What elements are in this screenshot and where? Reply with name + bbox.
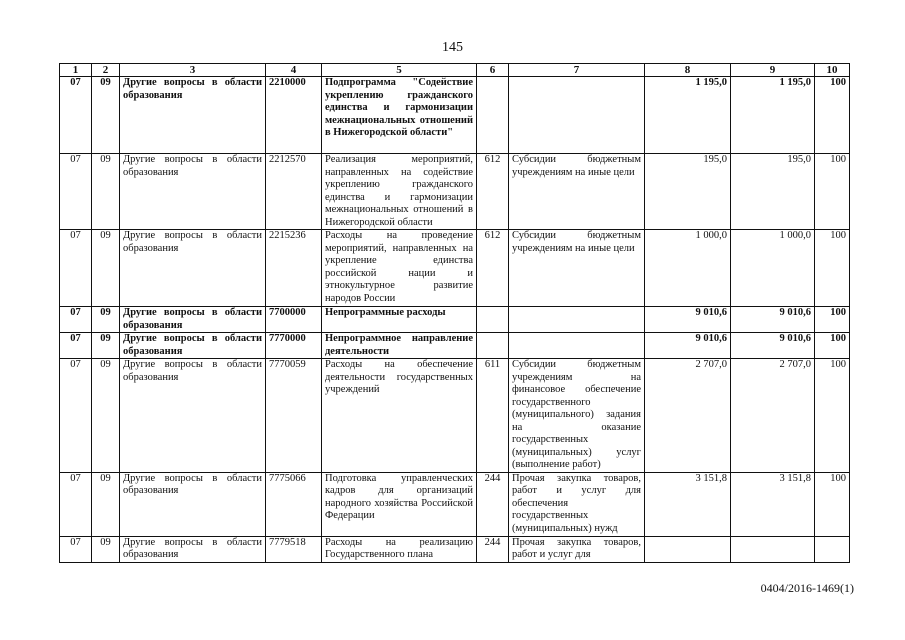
cell-section-name: Другие вопросы в области образования	[120, 154, 266, 230]
header-col-8: 8	[645, 64, 731, 77]
cell-percent: 100	[815, 333, 850, 359]
cell-target-name: Реализация мероприятий, направленных на содействие укреплению гражданского единства и гармонизации межнациональных отношений в Нижегородской области	[322, 154, 477, 230]
cell-target-name: Подготовка управленческих кадров для организаций народного хозяйства Российской Федерации	[322, 472, 477, 536]
cell-section-name: Другие вопросы в области образования	[120, 77, 266, 154]
cell-subsection: 09	[92, 230, 120, 307]
cell-planned-amount: 2 707,0	[645, 359, 731, 473]
header-col-9: 9	[731, 64, 815, 77]
document-code: 0404/2016-1469(1)	[760, 581, 854, 595]
cell-expense-name: Субсидии бюджетным учреждениям на иные цели	[509, 154, 645, 230]
cell-percent: 100	[815, 359, 850, 473]
cell-expense-code	[477, 77, 509, 154]
cell-section: 07	[60, 359, 92, 473]
cell-target-code: 7700000	[266, 307, 322, 333]
cell-expense-name: Субсидии бюджетным учреждениям на финансовое обеспечение государственного (муниципального) задания на оказание государственных (муниципальных) услуг (выполнение работ)	[509, 359, 645, 473]
table-row	[60, 307, 850, 333]
table-row	[60, 536, 850, 562]
cell-expense-name: Прочая закупка товаров, работ и услуг для обеспечения государственных (муниципальных) нужд	[509, 472, 645, 536]
cell-actual-amount: 9 010,6	[731, 333, 815, 359]
cell-section: 07	[60, 77, 92, 154]
cell-target-name: Расходы на проведение мероприятий, направленных на укрепление единства российской нации и этнокультурное развитие народов России	[322, 230, 477, 307]
cell-planned-amount	[645, 536, 731, 562]
cell-subsection: 09	[92, 77, 120, 154]
cell-section-name: Другие вопросы в области образования	[120, 536, 266, 562]
cell-section: 07	[60, 307, 92, 333]
cell-subsection: 09	[92, 359, 120, 473]
cell-percent: 100	[815, 154, 850, 230]
cell-expense-name: Субсидии бюджетным учреждениям на иные цели	[509, 230, 645, 307]
cell-target-name: Расходы на обеспечение деятельности государственных учреждений	[322, 359, 477, 473]
cell-actual-amount: 9 010,6	[731, 307, 815, 333]
cell-percent: 100	[815, 77, 850, 154]
cell-planned-amount: 9 010,6	[645, 307, 731, 333]
header-col-5: 5	[322, 64, 477, 77]
cell-expense-code: 611	[477, 359, 509, 473]
header-col-4: 4	[266, 64, 322, 77]
table-row	[60, 333, 850, 359]
cell-actual-amount: 2 707,0	[731, 359, 815, 473]
cell-expense-code	[477, 307, 509, 333]
cell-planned-amount: 1 000,0	[645, 230, 731, 307]
cell-target-code: 7775066	[266, 472, 322, 536]
header-col-7: 7	[509, 64, 645, 77]
cell-expense-code: 244	[477, 536, 509, 562]
cell-expense-code: 612	[477, 230, 509, 307]
table-row	[60, 154, 850, 230]
cell-target-code: 7770000	[266, 333, 322, 359]
cell-target-code: 7770059	[266, 359, 322, 473]
cell-percent: 100	[815, 230, 850, 307]
header-col-3: 3	[120, 64, 266, 77]
header-col-10: 10	[815, 64, 850, 77]
cell-section-name: Другие вопросы в области образования	[120, 472, 266, 536]
table-row	[60, 359, 850, 473]
cell-expense-code: 612	[477, 154, 509, 230]
cell-target-code: 2210000	[266, 77, 322, 154]
cell-expense-code	[477, 333, 509, 359]
cell-target-name: Расходы на реализацию Государственного плана	[322, 536, 477, 562]
cell-section-name: Другие вопросы в области образования	[120, 333, 266, 359]
page-number: 145	[442, 40, 463, 55]
cell-target-code: 7779518	[266, 536, 322, 562]
cell-expense-name	[509, 307, 645, 333]
cell-percent: 100	[815, 307, 850, 333]
cell-subsection: 09	[92, 307, 120, 333]
table-row	[60, 472, 850, 536]
header-col-6: 6	[477, 64, 509, 77]
table-row	[60, 77, 850, 154]
cell-actual-amount: 1 195,0	[731, 77, 815, 154]
cell-section: 07	[60, 333, 92, 359]
cell-planned-amount: 1 195,0	[645, 77, 731, 154]
cell-planned-amount: 3 151,8	[645, 472, 731, 536]
cell-subsection: 09	[92, 154, 120, 230]
cell-expense-name: Прочая закупка товаров, работ и услуг для	[509, 536, 645, 562]
cell-target-name: Непрограммное направление деятельности	[322, 333, 477, 359]
cell-target-name: Непрограммные расходы	[322, 307, 477, 333]
table-row	[60, 230, 850, 307]
cell-section: 07	[60, 536, 92, 562]
cell-subsection: 09	[92, 333, 120, 359]
cell-expense-code: 244	[477, 472, 509, 536]
header-row	[60, 64, 850, 77]
cell-expense-name	[509, 77, 645, 154]
cell-target-code: 2215236	[266, 230, 322, 307]
cell-percent	[815, 536, 850, 562]
cell-planned-amount: 9 010,6	[645, 333, 731, 359]
cell-planned-amount: 195,0	[645, 154, 731, 230]
cell-percent: 100	[815, 472, 850, 536]
cell-section: 07	[60, 154, 92, 230]
cell-actual-amount: 195,0	[731, 154, 815, 230]
budget-table	[59, 63, 850, 563]
header-col-1: 1	[60, 64, 92, 77]
cell-section-name: Другие вопросы в области образования	[120, 230, 266, 307]
cell-section-name: Другие вопросы в области образования	[120, 307, 266, 333]
cell-target-code: 2212570	[266, 154, 322, 230]
cell-subsection: 09	[92, 536, 120, 562]
cell-actual-amount: 1 000,0	[731, 230, 815, 307]
cell-section: 07	[60, 230, 92, 307]
cell-target-name: Подпрограмма "Содействие укреплению гражданского единства и гармонизации межнациональных отношений в Нижегородской области"	[322, 77, 477, 154]
cell-section-name: Другие вопросы в области образования	[120, 359, 266, 473]
cell-actual-amount: 3 151,8	[731, 472, 815, 536]
cell-section: 07	[60, 472, 92, 536]
cell-actual-amount	[731, 536, 815, 562]
cell-expense-name	[509, 333, 645, 359]
header-col-2: 2	[92, 64, 120, 77]
cell-subsection: 09	[92, 472, 120, 536]
